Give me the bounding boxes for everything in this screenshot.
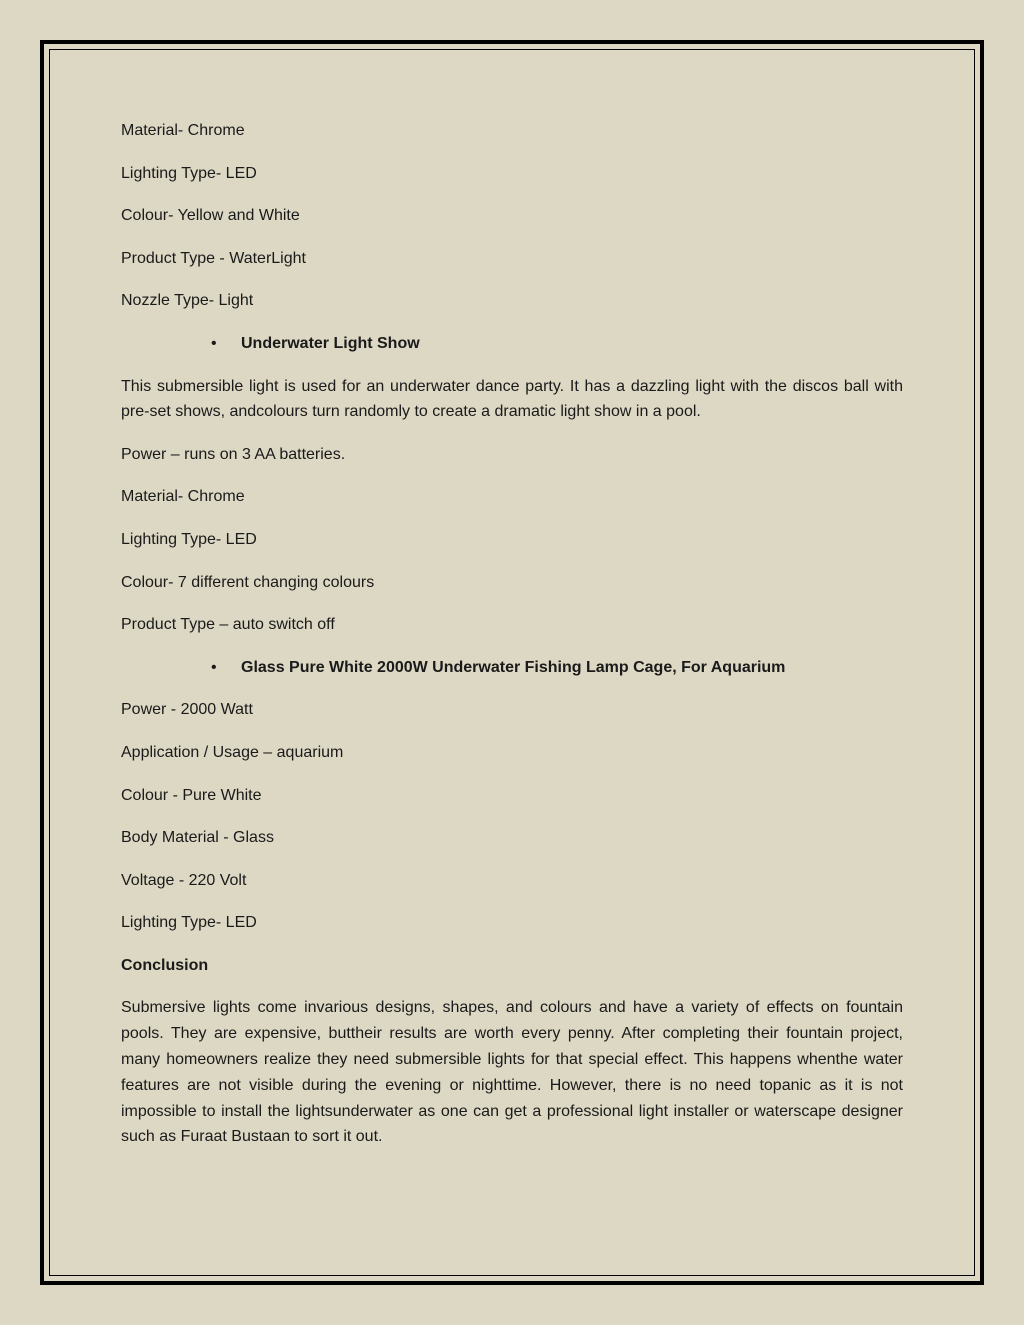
bullet-heading	[121, 655, 903, 681]
spec-line: Lighting Type- LED	[121, 914, 257, 932]
bullet-icon: •	[211, 658, 217, 676]
spec-line: Material- Chrome	[121, 122, 245, 139]
spec-line: Application / Usage – aquarium	[121, 743, 344, 761]
spec-line: Material- Chrome	[121, 488, 245, 506]
spec-line: Colour- Yellow and White	[121, 207, 300, 225]
paragraph: Submersive lights come invarious designs, shapes, and colours and have a variety of effects on fountain pools. They are expensive, buttheir results are worth every penny. After completing their fountain project, many homeowners realize they need submersible lights for that special effect. This happens whenthe water features are not visible during the evening or nighttime. However, there is no need topanic as it is not impossible to install the lightsunderwater as one can get a professional light installer or waterscape designer such as Furaat Bustaan to sort it out.	[121, 999, 903, 1146]
document-body	[121, 118, 903, 1167]
spec-line: Lighting Type- LED	[121, 164, 257, 182]
bullet-icon: •	[211, 334, 217, 352]
spec-line: Colour- 7 different changing colours	[121, 573, 375, 591]
spec-line: Product Type – auto switch off	[121, 616, 335, 634]
spec-line: Product Type - WaterLight	[121, 249, 306, 267]
spec-line: Lighting Type- LED	[121, 530, 257, 548]
bullet-heading-label: Underwater Light Show	[241, 334, 420, 352]
spec-line: Nozzle Type- Light	[121, 292, 254, 310]
paragraph: This submersible light is used for an underwater dance party. It has a dazzling light with the discos ball with pre-set shows, andcolours turn randomly to create a dramatic light show in a pool.	[121, 377, 903, 421]
spec-line: Voltage - 220 Volt	[121, 871, 247, 889]
section-heading: Conclusion	[121, 956, 209, 974]
spec-line: Body Material - Glass	[121, 829, 274, 847]
spec-line: Power - 2000 Watt	[121, 701, 253, 719]
spec-line: Colour - Pure White	[121, 786, 262, 804]
spec-line: Power – runs on 3 AA batteries.	[121, 445, 346, 463]
bullet-heading-label: Glass Pure White 2000W Underwater Fishing Lamp Cage, For Aquarium	[241, 658, 786, 676]
bullet-heading	[121, 331, 903, 357]
